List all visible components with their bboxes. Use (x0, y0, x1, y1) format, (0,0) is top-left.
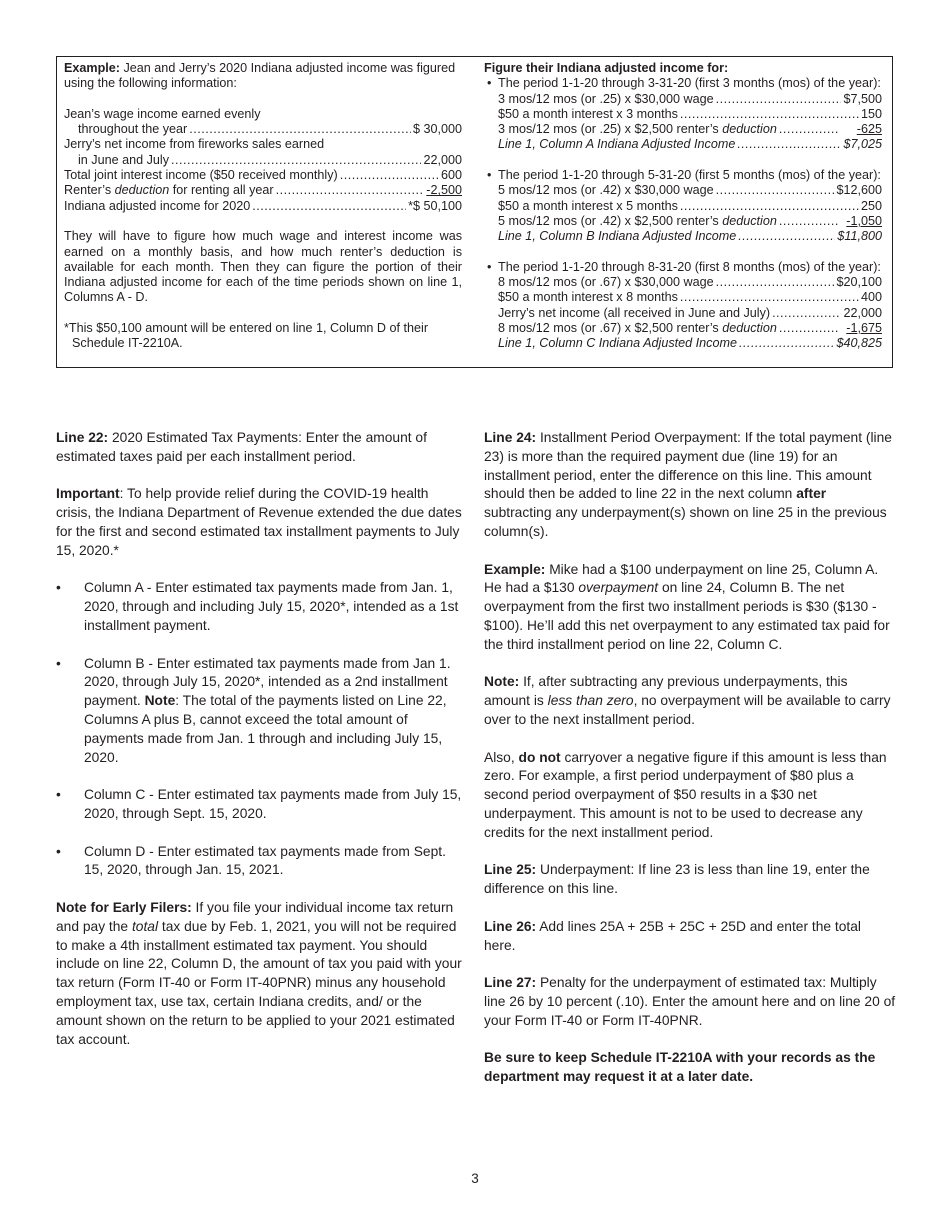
income-total-line: Indiana adjusted income for 2020 ..... *$ 50,100 (64, 199, 462, 214)
early-filers-paragraph: Note for Early Filers: If you file your individual income tax return and pay the total tax due by Feb. 1, 2021, you will not be required to make a 4th installment estimated tax payment. You should include on line 22, Column D, the amount of tax you paid with your tax return (Form IT-40 or Form IT-40PNR) minus any household employment tax, use tax, certain Indiana credits, and/ or the amount shown on the return to be applied to your 2021 estimated tax account. (56, 899, 462, 1047)
period-total-line: Line 1, Column C Indiana Adjusted Income ..... $40,825 (484, 336, 882, 351)
also-paragraph: Also, do not carryover a negative figure if this amount is less than zero. For example, a first period underpayment of $80 plus a second period overpayment of $50 results in a $30 net underpayment. This amount is not to be used to decrease any credits for the next installment period. (484, 749, 887, 840)
period-line: $50 a month interest x 5 months ..... 250 (484, 199, 882, 214)
period-line: 8 mos/12 mos (or .67) x $2,500 renter’s deduction ..... -1,675 (484, 321, 882, 336)
line-26-paragraph: Line 26: Add lines 25A + 25B + 25C + 25D and enter the total here. (484, 918, 861, 953)
line-27-paragraph: Line 27: Penalty for the underpayment of estimated tax: Multiply line 26 by 10 percent (.10). Enter the amount here and on line 20 of your Form IT-40 or Form IT-40PNR. (484, 975, 896, 1028)
period-line: 5 mos/12 mos (or .42) x $2,500 renter’s deduction ..... -1,050 (484, 214, 882, 229)
page-number: 3 (471, 1171, 479, 1186)
period-line: Jerry’s net income (all received in June and July) ..... 22,000 (484, 306, 882, 321)
period-total-line: Line 1, Column B Indiana Adjusted Income ..... $11,800 (484, 229, 882, 244)
line-25-paragraph: Line 25: Underpayment: If line 23 is less than line 19, enter the difference on this line. (484, 862, 870, 897)
income-line: Jerry’s net income from fireworks sales earned (64, 137, 325, 152)
example-mike-paragraph: Example: Mike had a $100 underpayment on line 25, Column A. He had a $130 overpayment on line 24, Column B. The net overpayment from the first two installment periods is $30 ($130 - $100). He’ll add this net overpayment to any estimated tax paid for the third installment period on line 22, Column C. (484, 561, 890, 652)
period-total-line: Line 1, Column A Indiana Adjusted Income ..... $7,025 (484, 137, 882, 152)
line-24-paragraph: Line 24: Installment Period Overpayment: If the total payment (line 23) is more than the required payment due (line 19) for an installment period, enter the difference on this line. This amount should then be added to line 22 in the next column after subtracting any underpayment(s) shown on line 25 in the previous column(s). (484, 430, 892, 539)
income-line: throughout the year ..... $ 30,000 (64, 122, 462, 137)
important-paragraph: Important: To help provide relief during the COVID-19 health crisis, the Indiana Department of Revenue extended the due dates for the first and second estimated tax installment payments to July 15, 2020.* (56, 486, 462, 558)
income-line: Total joint interest income ($50 received monthly) ..... 600 (64, 168, 462, 183)
column-c-bullet: • Column C - Enter estimated tax payments made from July 15, 2020, through Sept. 15, 2020. (56, 786, 466, 824)
period-line: 3 mos/12 mos (or .25) x $30,000 wage ..... $7,500 (484, 92, 882, 107)
example-right-heading: Figure their Indiana adjusted income for: (484, 61, 729, 75)
period-line: $50 a month interest x 3 months ..... 150 (484, 107, 882, 122)
column-a-bullet: • Column A - Enter estimated tax payments made from Jan. 1, 2020, through and including July 15, 2020*, intended as a 1st installment payment. (56, 579, 466, 635)
income-line: in June and July ..... 22,000 (64, 153, 462, 168)
example-intro: Example: Jean and Jerry’s 2020 Indiana adjusted income was figured using the following information: (64, 61, 456, 91)
right-column (484, 429, 896, 1106)
example-footnote-cont: Schedule IT-2210A. (72, 336, 183, 351)
period-item: • The period 1-1-20 through 8-31-20 (first 8 months (mos) of the year): (484, 260, 882, 275)
example-footnote: *This $50,100 amount will be entered on line 1, Column D of their (64, 321, 429, 336)
period-line: $50 a month interest x 8 months ..... 400 (484, 290, 882, 305)
income-line: Jean’s wage income earned evenly (64, 106, 261, 121)
example-box-left (64, 61, 462, 352)
period-line: 3 mos/12 mos (or .25) x $2,500 renter’s deduction ..... -625 (484, 122, 882, 137)
income-line: Renter’s deduction for renting all year ..... -2,500 (64, 183, 462, 198)
column-d-bullet: • Column D - Enter estimated tax payments made from Sept. 15, 2020, through Jan. 15, 2021. (56, 843, 466, 881)
note-paragraph: Note: If, after subtracting any previous underpayments, this amount is less than zero, no overpayment will be available to carry over to the next installment period. (484, 674, 891, 727)
keep-records-paragraph: Be sure to keep Schedule IT-2210A with your records as the department may request it at a later date. (484, 1050, 876, 1085)
period-item: • The period 1-1-20 through 5-31-20 (first 5 months (mos) of the year): (484, 168, 882, 183)
period-line: 5 mos/12 mos (or .42) x $30,000 wage ..... $12,600 (484, 183, 882, 198)
example-paragraph: They will have to figure how much wage and interest income was earned on a monthly basis, and how much renter’s deduction is available for each month. Then they can figure the portion of their Indiana adjusted income for each of the time periods shown on line 1, Columns A - D. (64, 229, 462, 305)
period-line: 8 mos/12 mos (or .67) x $30,000 wage ..... $20,100 (484, 275, 882, 290)
column-b-bullet: • Column B - Enter estimated tax payments made from Jan 1. 2020, through July 15, 2020*, intended as a 2nd installment payment. Note: The total of the payments listed on Line 22, Columns A plus B, cannot exceed the total amount of payments made from Jan. 1 through and including July 15, 2020. (56, 655, 466, 768)
line-22-paragraph: Line 22: 2020 Estimated Tax Payments: Enter the amount of estimated taxes paid per each installment period. (56, 430, 427, 464)
period-item: • The period 1-1-20 through 3-31-20 (first 3 months (mos) of the year): (484, 76, 882, 91)
example-box-right (484, 61, 882, 352)
left-column (56, 429, 466, 1068)
